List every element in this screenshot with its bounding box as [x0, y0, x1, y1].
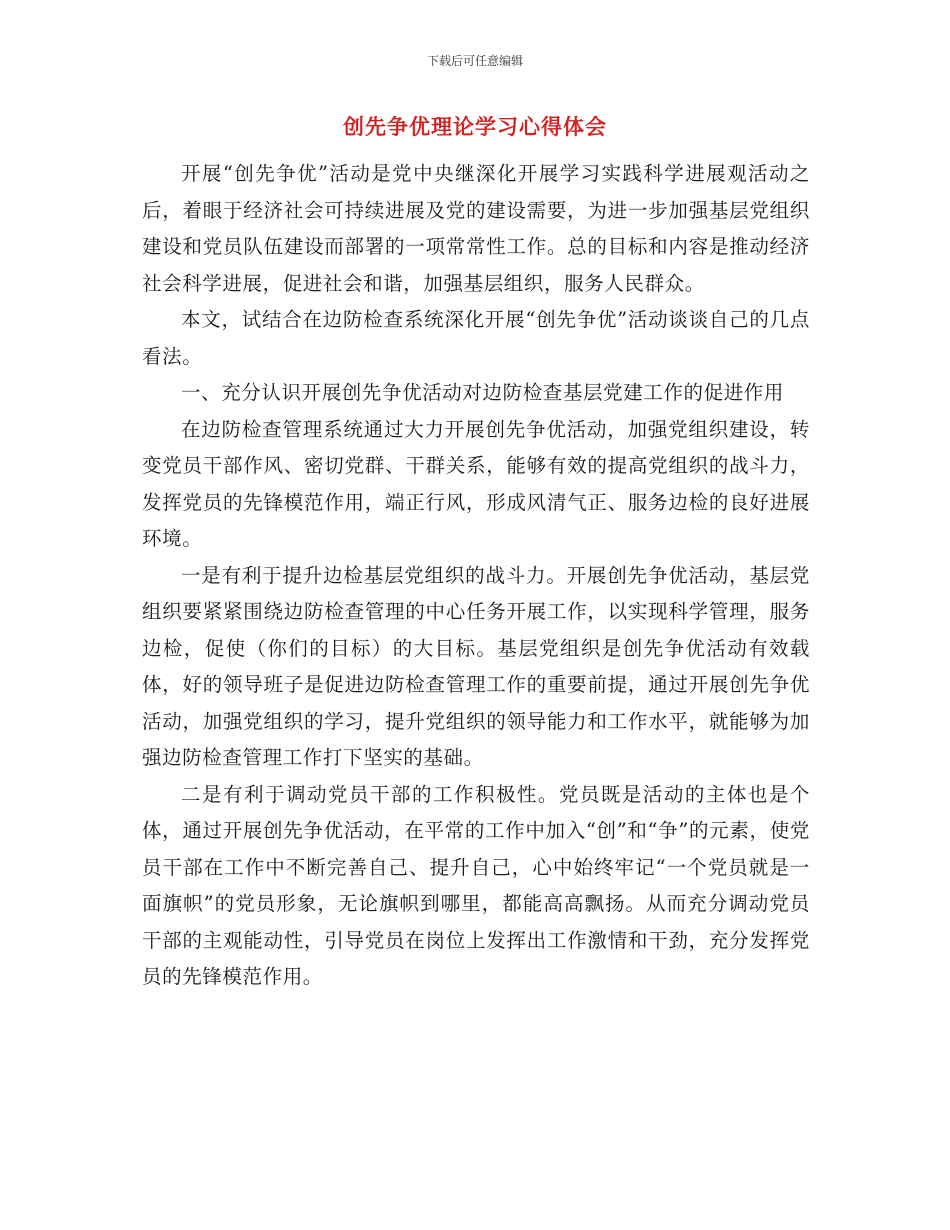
- paragraph-section-1-overview: 在边防检查管理系统通过大力开展创先争优活动，加强党组织建设，转变党员干部作风、密切党群、干群关系，能够有效的提高党组织的战斗力，发挥党员的先锋模范作用，端正行风，形成风清气正、服务边检的良好进展环境。: [142, 417, 810, 550]
- document-title: 创先争优理论学习心得体会: [343, 114, 607, 139]
- document-body: [142, 156, 810, 996]
- paragraph-point-2: 二是有利于调动党员干部的工作积极性。党员既是活动的主体也是个体，通过开展创先争优活动，在平常的工作中加入“创”和“争”的元素，使党员干部在工作中不断完善自己、提升自己，心中始终牢记“一个党员就是一面旗帜”的党员形象，无论旗帜到哪里，都能高高飘扬。从而充分调动党员干部的主观能动性，引导党员在岗位上发挥出工作激情和干劲，充分发挥党员的先锋模范作用。: [142, 782, 810, 988]
- paragraph-point-1: 一是有利于提升边检基层党组织的战斗力。开展创先争优活动，基层党组织要紧紧围绕边防检查管理的中心任务开展工作，以实现科学管理，服务边检，促使（你们的目标）的大目标。基层党组织是创先争优活动有效载体，好的领导班子是促进边防检查管理工作的重要前提，通过开展创先争优活动，加强党组织的学习，提升党组织的领导能力和工作水平，就能够为加强边防检查管理工作打下坚实的基础。: [142, 563, 810, 769]
- paragraph-intro: 开展“创先争优”活动是党中央继深化开展学习实践科学进展观活动之后，着眼于经济社会可持续进展及党的建设需要，为进一步加强基层党组织建设和党员队伍建设而部署的一项常常性工作。总的目标和内容是推动经济社会科学进展，促进社会和谐，加强基层组织，服务人民群众。: [142, 162, 810, 295]
- section-heading-1: 一、充分认识开展创先争优活动对边防检查基层党建工作的促进作用: [181, 381, 785, 404]
- paragraph-purpose: 本文，试结合在边防检查系统深化开展“创先争优”活动谈谈自己的几点看法。: [142, 308, 810, 368]
- page-header-note: 下载后可任意编辑: [426, 54, 523, 68]
